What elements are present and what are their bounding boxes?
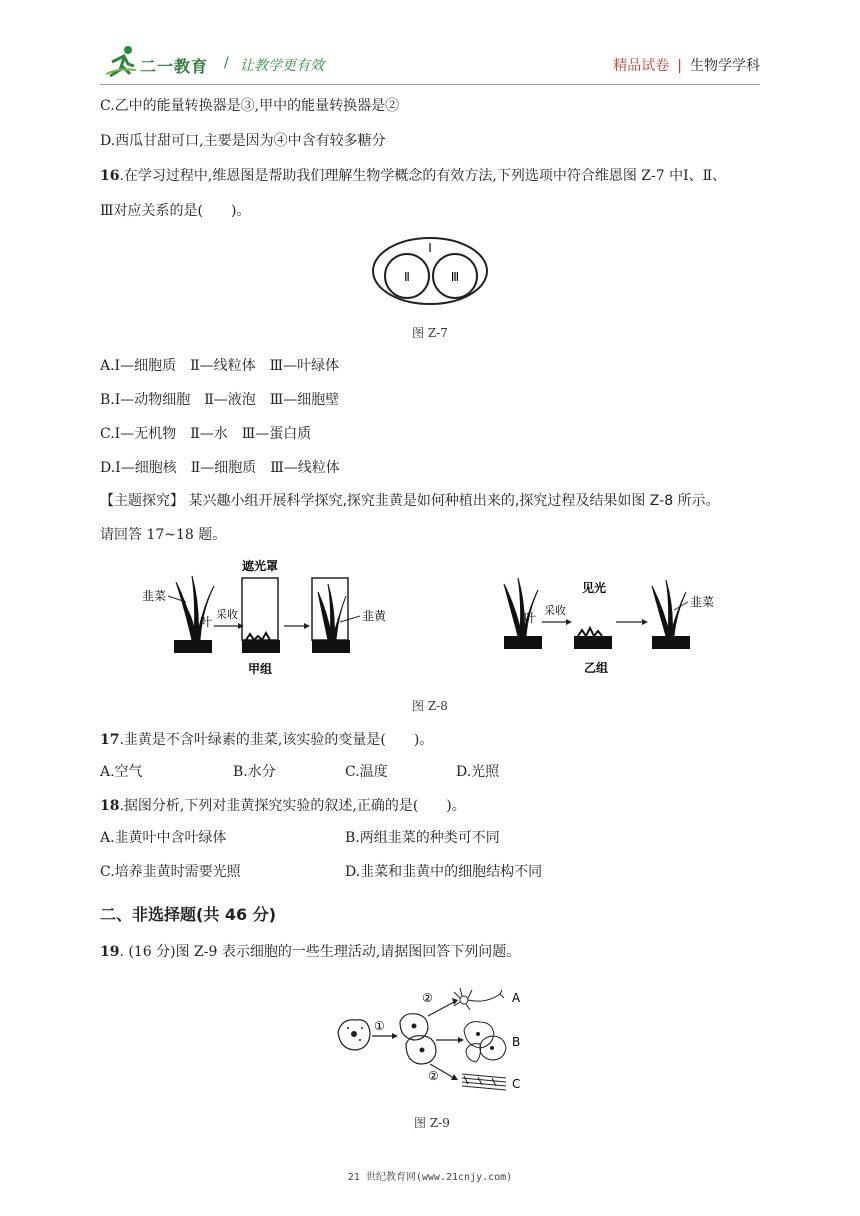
label-jiucai-left: 韭菜 xyxy=(142,589,167,603)
venn-label-i: Ⅰ xyxy=(428,241,432,255)
venn-diagram xyxy=(370,236,490,306)
label-jiuhuang: 韭黄 xyxy=(362,609,387,623)
leek-experiment-diagram xyxy=(138,556,738,682)
q17-number: 17 xyxy=(100,732,120,748)
header-tag: 精品试卷 xyxy=(613,58,670,74)
label-jia-group: 甲组 xyxy=(248,662,273,676)
soil-b-left xyxy=(504,636,542,649)
soil-b-middle xyxy=(574,636,612,649)
slogan: 让教学更有效 xyxy=(240,58,324,74)
label-jiucai-right: 韭菜 xyxy=(690,595,715,609)
q16-stem-line2: Ⅲ对应关系的是( )。 xyxy=(100,203,251,219)
label-ye-left: 叶 xyxy=(200,615,213,629)
soil-middle xyxy=(242,640,280,653)
q16-stem-text: .在学习过程中,维恩图是帮助我们理解生物学概念的有效方法,下列选项中符合维恩图 Z-7 中Ⅰ、Ⅱ、 xyxy=(119,168,727,184)
nerve-cell xyxy=(454,988,504,1010)
q16-option-d: D.Ⅰ—细胞核 Ⅱ—细胞质 Ⅲ—线粒体 xyxy=(100,460,340,476)
theme-intro-line1: 【主题探究】 某兴趣小组开展科学探究,探究韭黄是如何种植出来的,探究过程及结果如图 Z-8 所示。 xyxy=(100,493,720,509)
runner-logo-icon xyxy=(104,44,138,80)
q19-stem-text: . (16 分)图 Z-9 表示细胞的一些生理活动,请据图回答下列问题。 xyxy=(119,944,521,960)
q15-option-d: D.西瓜甘甜可口,主要是因为④中含有较多糖分 xyxy=(100,133,386,149)
label-b: B xyxy=(512,1035,521,1049)
label-yi-group: 乙组 xyxy=(584,661,609,675)
label-ye-right: 叶 xyxy=(524,611,537,625)
header-subject-name: 生物学学科 xyxy=(690,58,760,74)
label-step1: ① xyxy=(374,1019,385,1033)
label-jianguang: 见光 xyxy=(582,581,607,595)
q16-option-b: B.Ⅰ—动物细胞 Ⅱ—液泡 Ⅲ—细胞壁 xyxy=(100,392,340,408)
q18-option-d: D.韭菜和韭黄中的细胞结构不同 xyxy=(345,864,543,880)
brand-name: 二一教育 xyxy=(140,57,209,76)
leek-plant-yellow xyxy=(318,584,346,640)
label-a: A xyxy=(512,991,521,1005)
header-rule xyxy=(100,84,760,85)
q18-option-b: B.两组韭菜的种类可不同 xyxy=(345,830,500,846)
light-shield-box xyxy=(242,578,278,640)
q18-number: 18 xyxy=(100,798,120,814)
q17-stem-text: .韭黄是不含叶绿素的韭菜,该实验的变量是( )。 xyxy=(119,732,434,748)
venn-label-iii: Ⅲ xyxy=(450,270,460,284)
header-subject xyxy=(613,55,760,75)
q16-option-a: A.Ⅰ—细胞质 Ⅱ—线粒体 Ⅲ—叶绿体 xyxy=(100,358,340,374)
q18-option-a: A.韭黄叶中含叶绿体 xyxy=(100,830,227,846)
figure-z9-caption: 图 Z-9 xyxy=(414,1116,450,1130)
page-header xyxy=(0,0,860,90)
section-title: 二、非选择题(共 46 分) xyxy=(100,905,277,924)
q17-option-b: B.水分 xyxy=(233,764,276,780)
theme-intro-line2: 请回答 17~18 题。 xyxy=(100,527,227,543)
page-footer: 21 世纪教育网(www.21cnjy.com) xyxy=(347,1172,513,1183)
label-caishou-right: 采收 xyxy=(544,604,566,617)
q18-stem xyxy=(100,796,466,816)
q16-option-c: C.Ⅰ—无机物 Ⅱ—水 Ⅲ—蛋白质 xyxy=(100,426,312,442)
leek-plant-b-left xyxy=(504,578,538,636)
soil-left xyxy=(174,640,212,653)
q17-option-a: A.空气 xyxy=(100,764,143,780)
label-caishou-left: 采收 xyxy=(216,608,238,621)
leek-plant-b-right xyxy=(652,580,686,636)
cell-division-diagram xyxy=(330,978,530,1098)
tissue-cells xyxy=(464,1022,506,1062)
label-c: C xyxy=(512,1077,521,1091)
slogan-divider: / xyxy=(224,55,229,71)
q17-option-c: C.温度 xyxy=(345,764,388,780)
q17-stem xyxy=(100,730,433,750)
header-separator: | xyxy=(677,58,682,74)
soil-right xyxy=(312,640,350,653)
q17-option-d: D.光照 xyxy=(456,764,500,780)
leek-plant-left xyxy=(176,576,214,640)
q19-stem xyxy=(100,942,520,962)
figure-z7-caption: 图 Z-7 xyxy=(412,326,448,340)
label-zheguangzhao: 遮光罩 xyxy=(242,559,279,573)
q16-stem-line1 xyxy=(100,166,726,186)
soil-b-right xyxy=(652,636,690,649)
q18-stem-text: .据图分析,下列对韭黄探究实验的叙述,正确的是( )。 xyxy=(119,798,466,814)
q16-number: 16 xyxy=(100,168,120,184)
q18-option-c: C.培养韭黄时需要光照 xyxy=(100,864,241,880)
q19-number: 19 xyxy=(100,944,120,960)
muscle-fibers xyxy=(462,1074,506,1090)
venn-label-ii: Ⅱ xyxy=(404,270,410,284)
q15-option-c: C.乙中的能量转换器是③,甲中的能量转换器是② xyxy=(100,98,400,114)
figure-z8-caption: 图 Z-8 xyxy=(412,699,448,713)
label-step2-bottom: ② xyxy=(428,1069,439,1083)
label-step2-top: ② xyxy=(422,991,433,1005)
